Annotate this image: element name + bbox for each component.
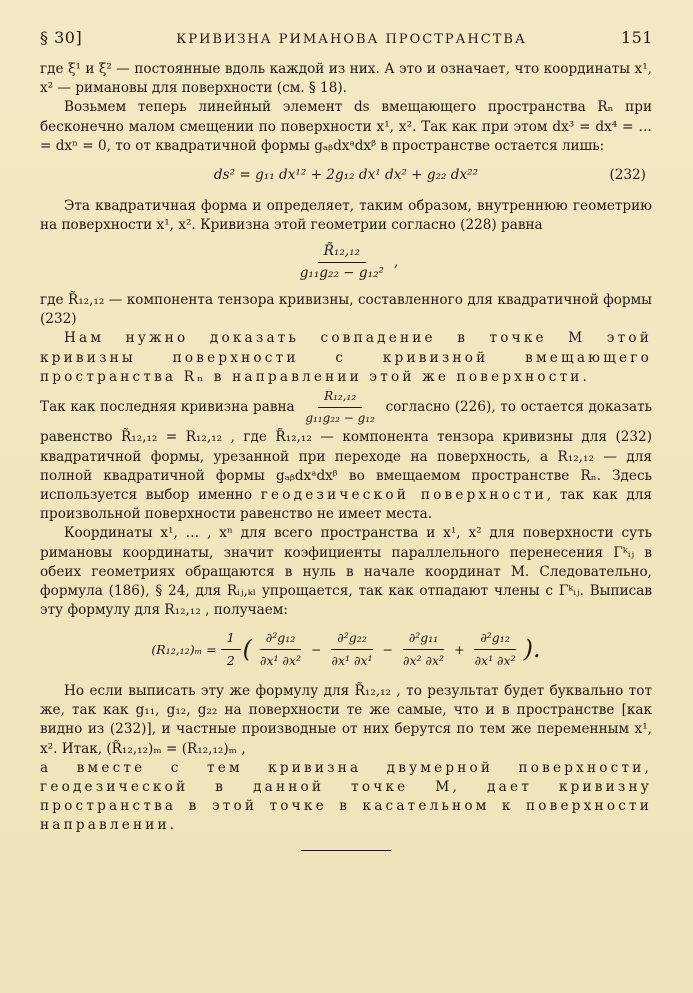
term-3	[397, 628, 450, 669]
inline-fraction	[299, 387, 381, 428]
paren-close: ).	[523, 634, 541, 663]
text-span: Так как последняя кривизна равна	[40, 399, 295, 416]
paragraph: Но если выписать эту же формулу для R̃₁₂,₁₂ , то результат будет буквально тот же, так как g₁₁, g₁₂, g₂₂ на поверхности те же самые, что и в пространстве [как видно из (232)], и частные производные от них берутся по тем же переменным x¹, x². Итак, (R̃₁₂,₁₂)ₘ = (R₁₂,₁₂)ₘ ,	[40, 682, 652, 757]
denominator: g₁₁g₂₂ − g₁₂²	[299, 264, 384, 281]
paragraph: Возьмем теперь линейный элемент ds вмещающего пространства Rₙ при бесконечно малом смещении по поверхности x¹, x². Так как при этом dx³ = dx⁴ = … = dxⁿ = 0, то от квадратичной формы gₐᵦdxᵃdxᵝ в пространстве остается лишь:	[40, 99, 652, 154]
curvature-fraction	[40, 242, 652, 283]
paren-open: (	[242, 634, 253, 663]
page-header	[40, 28, 653, 47]
paragraph: где R̃₁₂,₁₂ — компонента тензора кривизны, составленного для квадратичной формы (232)	[40, 292, 652, 328]
numerator: ∂²g₁₂	[474, 628, 516, 649]
numerator: ∂²g₁₁	[403, 628, 445, 649]
spaced-emphasis: геодезической поверхности	[260, 487, 547, 504]
operator: −	[311, 641, 322, 657]
closing-rule	[301, 850, 391, 851]
numerator: ∂²g₁₂	[260, 628, 302, 649]
text-span: , так как для произвольной поверхности равенство не имеет места.	[40, 487, 653, 523]
lhs: (R₁₂,₁₂)ₘ =	[151, 641, 217, 657]
term-2	[326, 628, 379, 669]
paragraph	[40, 387, 652, 524]
riemann-formula	[40, 628, 652, 669]
text-span: согласно (226), то остается доказать равенство R̃₁₂,₁₂ = R₁₂,₁₂ , где R̃₁₂,₁₂ — компонента тензора кривизны для (232) квадратичной формы, урезанной при переходе на поверхность, а R₁₂,₁₂ — для полной квадратичной формы gₐᵦdxᵃdxᵝ во вмещаемом пространстве Rₙ. Здесь используется выбор именно	[40, 399, 653, 504]
fraction	[294, 242, 390, 283]
paragraph: Эта квадратичная форма и определяет, таким образом, внутреннюю геометрию на поверхности x¹, x². Кривизна этой геометрии согласно (228) равна	[40, 198, 652, 234]
section-mark: § 30]	[40, 28, 83, 47]
paragraph: Координаты x¹, … , xⁿ для всего пространства и x¹, x² для поверхности суть римановы координаты, значит коэфициенты параллельного перенесения Γᵏᵢⱼ в обеих геометриях обращаются в нуль в начале координат M. Следовательно, формула (186), § 24, для Rᵢⱼ,ₖₗ упрощается, так как отпадают члены с Γᵏᵢⱼ. Выписав эту формулу для R₁₂,₁₂ , получаем:	[40, 525, 652, 619]
page-number: 151	[620, 28, 653, 47]
denominator: ∂x¹ ∂x²	[474, 652, 516, 668]
denominator: ∂x¹ ∂x¹	[331, 652, 373, 668]
equation-body: ds² = g₁₁ dx¹² + 2g₁₂ dx¹ dx² + g₂₂ dx²²	[213, 167, 479, 184]
numerator: R̃₁₂,₁₂	[318, 242, 366, 263]
paragraph-spaced: а вместе с тем кривизна двумерной поверхности, геодезической в данной точке M, дает кривизну пространства в этой точке в касательном к поверхности направлении.	[40, 759, 652, 834]
coefficient	[221, 628, 241, 669]
paragraph-spaced: Нам нужно доказать совпадение в точке M этой кривизны поверхности с кривизной вмещающего пространства Rₙ в направлении этой же поверхности.	[40, 330, 652, 385]
numerator: ∂²g₂₂	[331, 628, 373, 649]
punctuation: ,	[393, 253, 399, 270]
term-4	[469, 628, 522, 669]
numerator: 1	[221, 628, 241, 649]
numerator: R₁₂,₁₂	[318, 387, 362, 408]
body-text	[40, 60, 652, 851]
paragraph: где ξ¹ и ξ² — постоянные вдоль каждой из них. А это и означает, что координаты x¹, x² — римановы для поверхности (см. § 18).	[40, 61, 652, 97]
equation-232	[40, 166, 652, 185]
running-title: КРИВИЗНА РИМАНОВА ПРОСТРАНСТВА	[176, 32, 527, 47]
operator: −	[382, 641, 394, 657]
denominator: 2	[226, 652, 235, 668]
equation-number: (232)	[609, 167, 646, 184]
operator: +	[454, 641, 465, 657]
denominator: g₁₁g₂₂ − g₁₂	[305, 411, 375, 426]
denominator: ∂x¹ ∂x²	[260, 652, 302, 668]
term-1	[254, 628, 307, 669]
denominator: ∂x² ∂x²	[403, 652, 445, 668]
